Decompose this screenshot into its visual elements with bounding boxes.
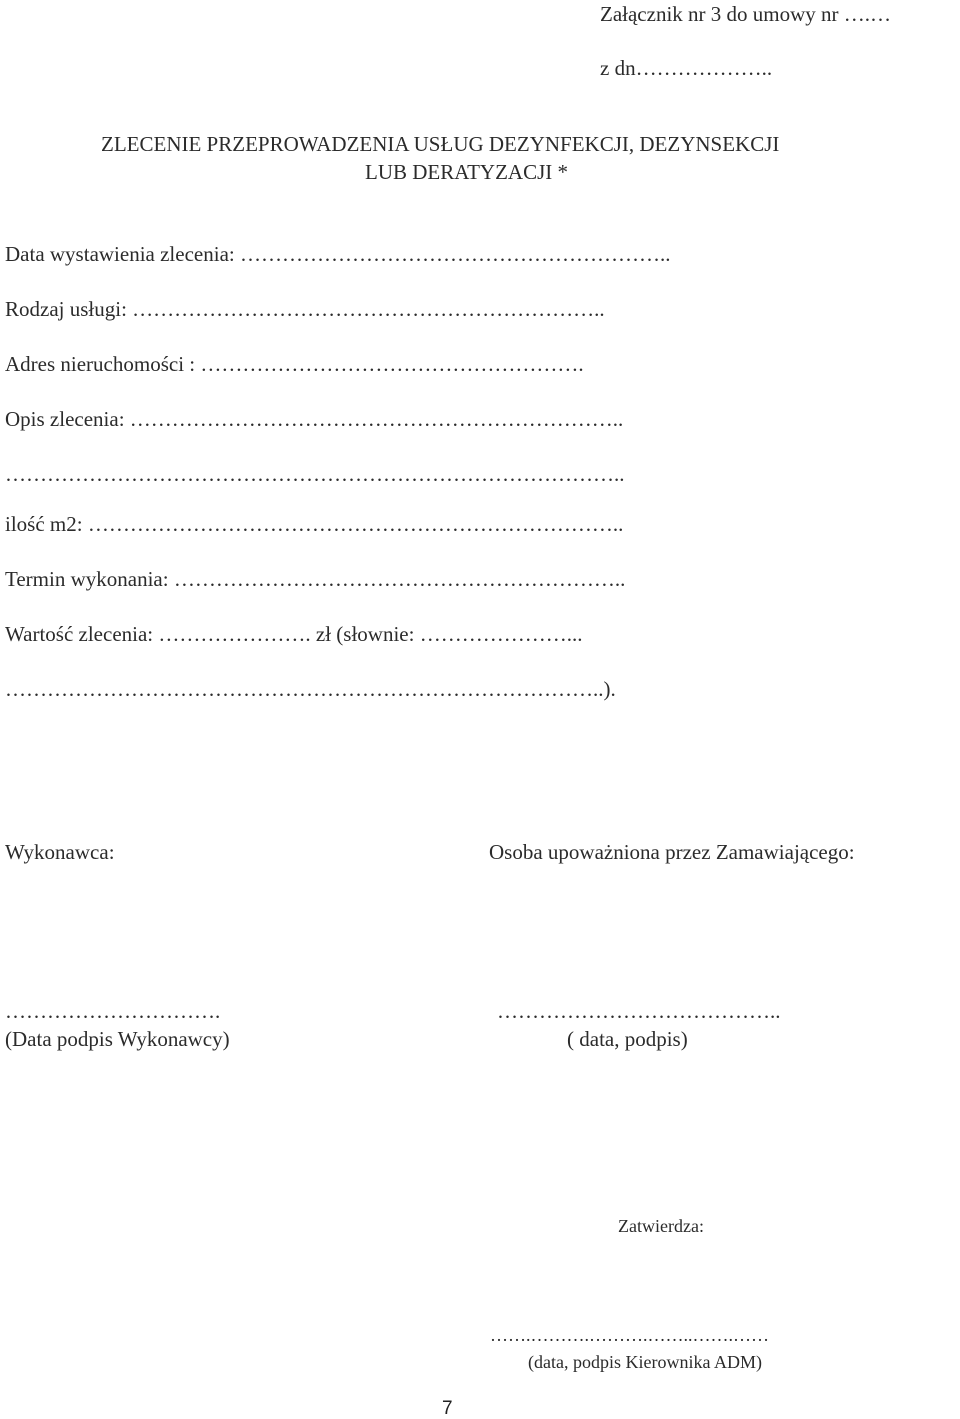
term-field	[5, 569, 625, 590]
value-words-continuation: …………………………………………………………………………..).	[5, 677, 616, 701]
manager-signature-line: …….……….……….……..…….……	[490, 1325, 769, 1345]
annex-date: z dn………………..	[600, 56, 773, 80]
area-field	[5, 514, 623, 535]
description-continuation: ……………………………………………………………………………..	[5, 462, 625, 486]
address-label: Adres nieruchomości :	[5, 352, 196, 376]
term-placeholder: ………………………………………………………..	[173, 567, 626, 591]
address-field	[5, 354, 584, 375]
authorized-signature-caption: ( data, podpis)	[567, 1027, 688, 1051]
issue-date-field	[5, 244, 670, 265]
term-label: Termin wykonania:	[5, 567, 169, 591]
value-words-placeholder: …………………...	[419, 622, 583, 646]
service-type-placeholder: …………………………………………………………..	[132, 297, 605, 321]
annex-reference: Załącznik nr 3 do umowy nr ….…	[600, 2, 892, 26]
value-field	[5, 624, 582, 645]
area-label: ilość m2:	[5, 512, 83, 536]
address-placeholder: ……………………………………………….	[200, 352, 584, 376]
area-placeholder: …………………………………………………………………..	[87, 512, 624, 536]
description-placeholder: ……………………………………………………………..	[129, 407, 624, 431]
description-field	[5, 409, 623, 430]
issue-date-placeholder: ……………………………………………………..	[239, 242, 671, 266]
page-number: 7	[442, 1398, 453, 1419]
service-type-label: Rodzaj usługi:	[5, 297, 127, 321]
value-label: Wartość zlecenia:	[5, 622, 154, 646]
document-title-line1: ZLECENIE PRZEPROWADZENIA USŁUG DEZYNFEKCJI, DEZYNSEKCJI	[101, 132, 780, 156]
document-title-line2: LUB DERATYZACJI *	[365, 160, 568, 184]
manager-signature-caption: (data, podpis Kierownika ADM)	[528, 1352, 762, 1372]
authorized-person-heading: Osoba upoważniona przez Zamawiającego:	[489, 840, 855, 864]
contractor-signature-line: ………………………….	[5, 999, 221, 1023]
authorized-signature-line: …………………………………..	[497, 999, 781, 1023]
approval-label: Zatwierdza:	[618, 1216, 704, 1236]
contractor-heading: Wykonawca:	[5, 840, 115, 864]
service-type-field	[5, 299, 605, 320]
contractor-signature-caption: (Data podpis Wykonawcy)	[5, 1027, 230, 1051]
issue-date-label: Data wystawienia zlecenia:	[5, 242, 235, 266]
value-placeholder: ………………….	[158, 622, 311, 646]
description-label: Opis zlecenia:	[5, 407, 125, 431]
value-words-label: zł (słownie:	[315, 622, 415, 646]
